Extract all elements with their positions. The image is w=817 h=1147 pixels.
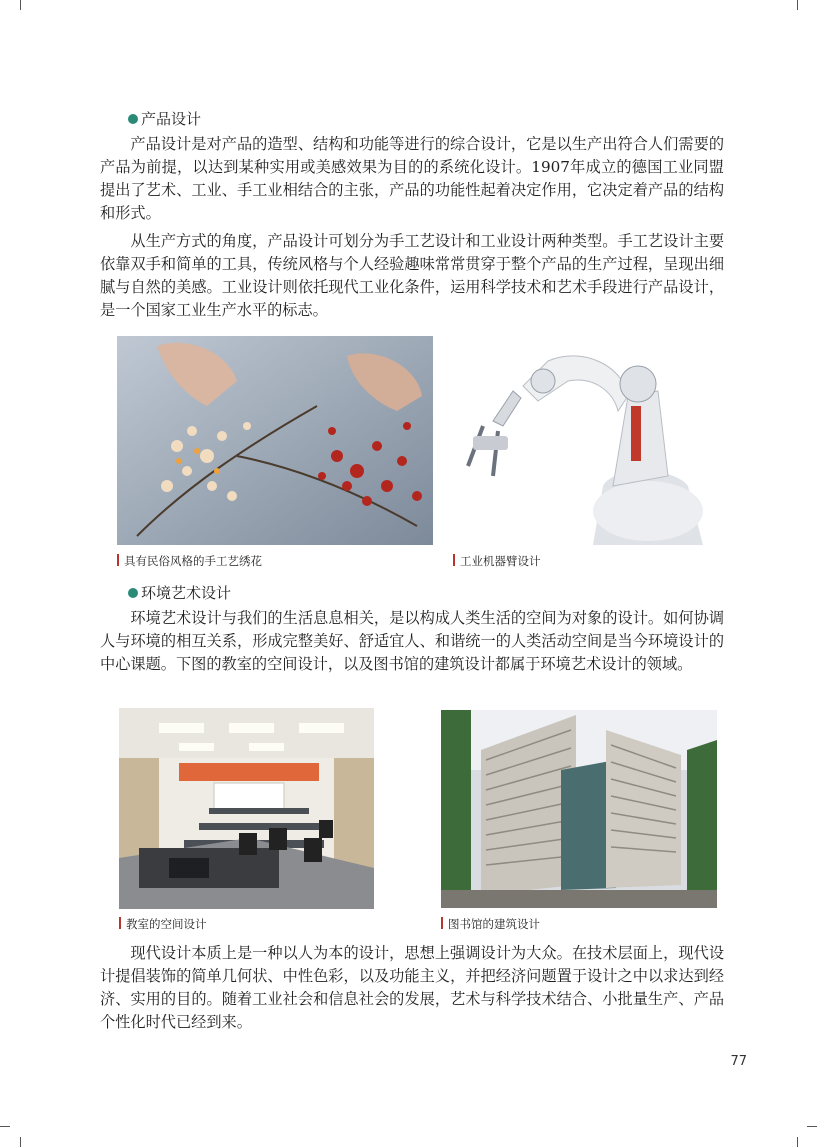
closing-paragraph: 现代设计本质上是一种以人为本的设计，思想上强调设计为大众。在技术层面上，现代设计提倡装饰的简单几何状、中性色彩，以及功能主义，并把经济问题置于设计之中以求达到经济、实用的目的。随着工业社会和信息社会的发展，艺术与科学技术结合、小批量生产、产品个性化时代已经到来。	[100, 944, 724, 1031]
crop-mark	[797, 0, 798, 10]
caption-bar	[453, 554, 455, 566]
caption-library	[441, 916, 540, 932]
classroom-photo	[119, 708, 374, 909]
caption-bar	[119, 917, 121, 929]
bullet-dot-icon	[128, 114, 138, 124]
environment-paragraph: 环境艺术设计与我们的生活息息相关，是以构成人类生活的空间为对象的设计。如何协调人与环境的相互关系，形成完整美好、舒适宜人、和谐统一的人类活动空间是当今环境设计的中心课题。下图的教室的空间设计，以及图书馆的建筑设计都属于环境艺术设计的领域。	[100, 609, 724, 673]
product-paragraph-2: 从生产方式的角度，产品设计可划分为手工艺设计和工业设计两种类型。手工艺设计主要依靠双手和简单的工具，传统风格与个人经验趣味常常贯穿于整个产品的生产过程，呈现出细腻与自然的美感。工业设计则依托现代工业化条件，运用科学技术和艺术手段进行产品设计，是一个国家工业生产水平的标志。	[100, 232, 724, 319]
heading-text: 环境艺术设计	[141, 584, 232, 602]
crop-mark	[0, 1126, 10, 1127]
caption-robot-arm	[453, 553, 541, 569]
caption-bar	[441, 917, 443, 929]
crop-mark	[20, 1137, 21, 1147]
caption-embroidery	[117, 553, 262, 569]
library-photo	[441, 710, 717, 908]
robot-arm-photo	[453, 336, 709, 545]
caption-text: 教室的空间设计	[126, 917, 207, 931]
section-heading-environment	[128, 583, 231, 603]
bullet-dot-icon	[128, 588, 138, 598]
caption-text: 工业机器臂设计	[460, 554, 541, 568]
product-paragraph-1: 产品设计是对产品的造型、结构和功能等进行的综合设计，它是以生产出符合人们需要的产品为前提，以达到某种实用或美感效果为目的的系统化设计。1907年成立的德国工业同盟提出了艺术、工业、手工业相结合的主张，产品的功能性起着决定作用，它决定着产品的结构和形式。	[100, 135, 724, 222]
embroidery-photo	[117, 336, 433, 545]
section-heading-product	[128, 109, 201, 129]
crop-mark	[797, 1137, 798, 1147]
caption-classroom	[119, 916, 207, 932]
caption-text: 具有民俗风格的手工艺绣花	[124, 554, 262, 568]
caption-bar	[117, 554, 119, 566]
crop-mark	[807, 1126, 817, 1127]
page-number: 77	[730, 1054, 747, 1069]
caption-text: 图书馆的建筑设计	[448, 917, 540, 931]
heading-text: 产品设计	[141, 110, 202, 128]
crop-mark	[20, 0, 21, 10]
